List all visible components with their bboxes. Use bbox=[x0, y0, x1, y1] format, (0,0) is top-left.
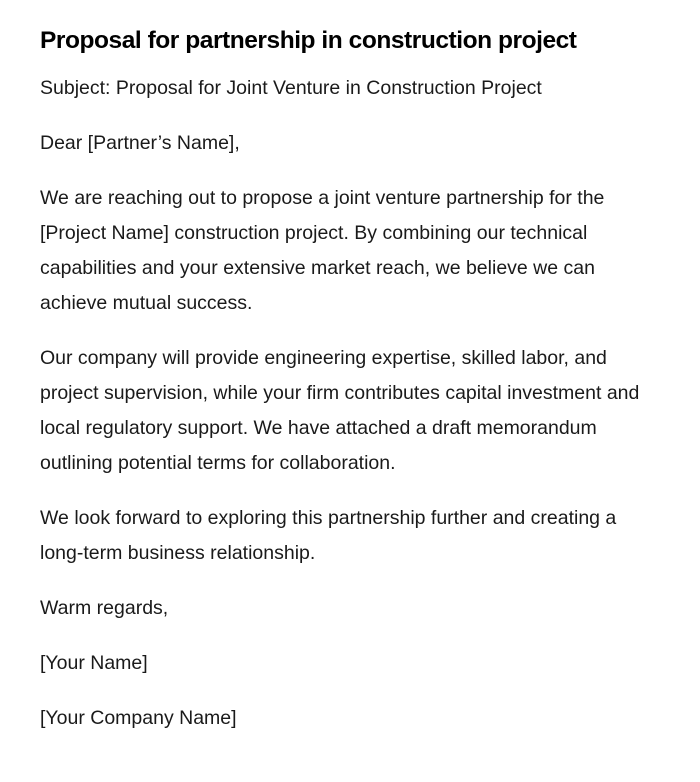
greeting: Dear [Partner’s Name], bbox=[40, 132, 240, 154]
sender-name: [Your Name] bbox=[40, 652, 148, 674]
body-paragraph-contributions: Our company will provide engineering expertise, skilled labor, and project supervision, while your firm contributes capital investment and local regulatory support. We have attached a draft memorandum outlining potential terms for collaboration. bbox=[40, 347, 640, 474]
letter-document bbox=[40, 24, 660, 756]
sender-company: [Your Company Name] bbox=[40, 707, 237, 729]
body-paragraph-intro: We are reaching out to propose a joint venture partnership for the [Project Name] construction project. By combining our technical capabilities and your extensive market reach, we believe we can achieve mutual success. bbox=[40, 187, 605, 314]
subject-line: Subject: Proposal for Joint Venture in Construction Project bbox=[40, 77, 542, 99]
closing-salutation: Warm regards, bbox=[40, 597, 169, 619]
body-paragraph-closing: We look forward to exploring this partnership further and creating a long-term business relationship. bbox=[40, 507, 617, 564]
document-title: Proposal for partnership in construction project bbox=[40, 27, 577, 54]
